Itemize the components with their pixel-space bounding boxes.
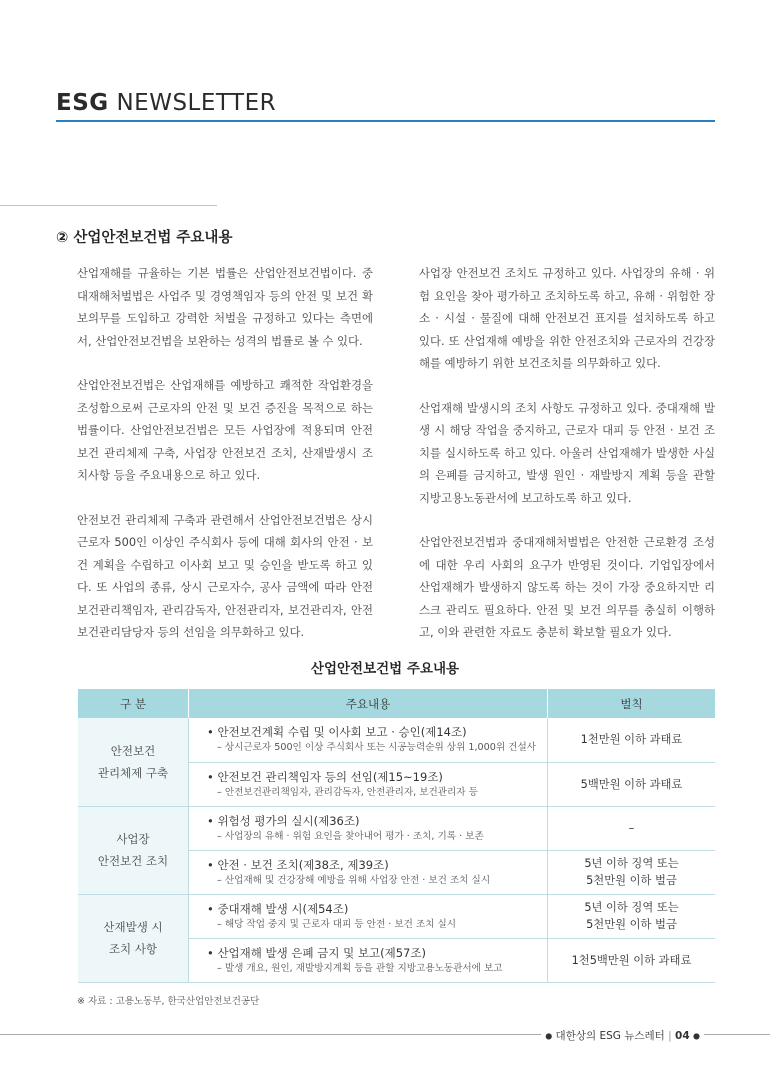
penalty-cell (548, 806, 716, 850)
footer-separator: | (668, 1030, 672, 1042)
category-line: 안전보건 (110, 743, 156, 758)
bullet-dot-icon: ● (693, 1031, 700, 1041)
sub-item: – 발생 개요, 원인, 재발방지계획 등을 관할 지방고용노동관서에 보고 (217, 962, 503, 974)
category-cell (78, 718, 189, 806)
paragraph: 사업장 안전보건 조치도 규정하고 있다. 사업장의 유해 · 위험 요인을 찾아 평가하고 조치하도록 하고, 유해 · 위험한 장소 · 시설 · 물질에 대해 안전보건 표지를 설치하도록 하고 있다. 또 산업재해 예방을 위한 안전조치와 근로자의 건강장해를 예방하기 위한 보건조치를 의무화하고 있다. (419, 266, 715, 370)
category-line: 관리체제 구축 (97, 765, 169, 780)
category-line: 조치 사항 (108, 942, 158, 956)
category-cell (78, 894, 189, 982)
penalty-cell (548, 850, 716, 894)
header-category: 구 분 (78, 689, 189, 718)
penalty-cell (548, 894, 716, 938)
page-footer (541, 1028, 704, 1043)
penalty-line: 5년 이하 징역 또는 (584, 901, 679, 914)
sub-item: – 해당 작업 중지 및 근로자 대피 등 안전 · 보건 조치 실시 (217, 918, 457, 930)
table-row (78, 718, 715, 762)
section-title: ② 산업안전보건법 주요내용 (56, 230, 233, 246)
category-line: 안전보건 조치 (97, 854, 169, 868)
penalty-line: 5천만원 이하 벌금 (586, 918, 677, 931)
brand-newsletter: NEWSLETTER (116, 90, 277, 116)
penalty-line: 1천5백만원 이하 과태료 (571, 953, 692, 967)
paragraph: 산업재해 발생시의 조치 사항도 규정하고 있다. 중대재해 발생 시 해당 작업을 중지하고, 근로자 대피 등 안전 · 보건 조치를 실시하도록 하고 있다. 아울러 산업재해가 발생한 사실의 은폐를 금지하고, 발생 원인 · 재발방지 계획 등을 관할 지방고용노동관서에 보고하도록 하고 있다. (419, 400, 715, 505)
sub-item: – 사업장의 유해 · 위험 요인을 찾아내어 평가 · 조치, 기록 · 보존 (217, 830, 484, 842)
category-cell (78, 806, 189, 894)
table-title: 산업안전보건법 주요내용 (310, 661, 460, 677)
category-line: 산재발생 시 (103, 920, 163, 934)
brand-esg: ESG (56, 90, 109, 116)
main-item: • 산업재해 발생 은폐 금지 및 보고(제57조) (207, 945, 426, 960)
penalty-line: 1천만원 이하 과태료 (580, 733, 683, 747)
paragraph: 산업안전보건법과 중대재해처벌법은 안전한 근로환경 조성에 대한 우리 사회의 요구가 반영된 것이다. 기업입장에서 산업재해가 발생하지 않도록 하는 것이 가장 중요하지만 리스크 관리도 필요하다. 안전 및 보건 의무를 충실히 이행하고, 이와 관련한 자료도 충분히 확보할 필요가 있다. (419, 535, 715, 639)
sub-item: – 산업재해 및 건강장해 예방을 위해 사업장 안전 · 보건 조치 실시 (217, 874, 491, 886)
penalty-cell (548, 762, 716, 806)
main-item: • 중대재해 발생 시(제54조) (207, 901, 349, 916)
sub-item: – 안전보건관리책임자, 관리감독자, 안전관리자, 보건관리자 등 (217, 786, 478, 798)
paragraph: 산업재해를 규율하는 기본 법률은 산업안전보건법이다. 중대재해처벌법은 사업주 및 경영책임자 등의 안전 및 보건 확보의무를 도입하고 강력한 처벌을 규정하고 있다는 측면에서, 산업안전보건법을 보완하는 성격의 법률로 볼 수 있다. (77, 266, 373, 348)
table-row (78, 806, 715, 850)
paragraph: 산업안전보건법은 산업재해를 예방하고 쾌적한 작업환경을 조성함으로써 근로자의 안전 및 보건 증진을 목적으로 하는 법률이다. 산업안전보건법은 모든 사업장에 적용되며 안전보건 관리체제 구축, 사업장 안전보건 조치, 산재발생시 조치사항 등을 주요내용으로 하고 있다. (77, 378, 373, 482)
source-note: ※ 자료 : 고용노동부, 한국산업안전보건공단 (77, 996, 260, 1007)
law-summary-table (78, 689, 715, 983)
section-divider (0, 205, 217, 206)
bullet-dot-icon: ● (545, 1031, 553, 1041)
penalty-line: 5천만원 이하 벌금 (586, 874, 677, 887)
sub-item: – 상시근로자 500인 이상 주식회사 또는 시공능력순위 상위 1,000위 건설사 (217, 742, 536, 754)
category-line: 사업장 (116, 832, 150, 846)
penalty-cell (548, 718, 716, 762)
left-column (77, 262, 373, 666)
header-content: 주요내용 (189, 689, 548, 718)
page-number: 04 (675, 1030, 690, 1042)
main-item: • 안전보건 관리책임자 등의 선임(제15~19조) (207, 769, 443, 784)
content-cell (189, 806, 548, 850)
content-cell (189, 894, 548, 938)
content-cell (189, 850, 548, 894)
penalty-line: 5년 이하 징역 또는 (584, 857, 679, 870)
table-header-row (78, 689, 715, 718)
content-cell (189, 762, 548, 806)
header-penalty: 벌칙 (548, 689, 716, 718)
table-row (78, 894, 715, 938)
newsletter-title (56, 90, 276, 116)
paragraph: 안전보건 관리체제 구축과 관련해서 산업안전보건법은 상시근로자 500인 이상인 주식회사 등에 대해 회사의 안전 · 보건 계획을 수립하고 이사회 보고 및 승인을 받도록 하고 있다. 또 사업의 종류, 상시 근로자수, 공사 금액에 따라 안전보건관리책임자, 관리감독자, 안전관리자, 보건관리자, 안전보건관리담당자 등의 선임을 의무화하고 있다. (77, 512, 373, 639)
right-column (419, 262, 715, 666)
penalty-cell (548, 938, 716, 982)
main-item: • 위험성 평가의 실시(제36조) (207, 813, 360, 828)
main-item: • 안전 · 보건 조치(제38조, 제39조) (207, 857, 389, 872)
content-cell (189, 938, 548, 982)
header-divider (56, 120, 715, 122)
main-item: • 안전보건계획 수립 및 이사회 보고 · 승인(제14조) (207, 725, 467, 740)
penalty-line: 5백만원 이하 과태료 (580, 777, 683, 791)
content-cell (189, 718, 548, 762)
footer-publication: 대한상의 ESG 뉴스레터 (555, 1030, 665, 1042)
penalty-line: – (628, 821, 635, 835)
